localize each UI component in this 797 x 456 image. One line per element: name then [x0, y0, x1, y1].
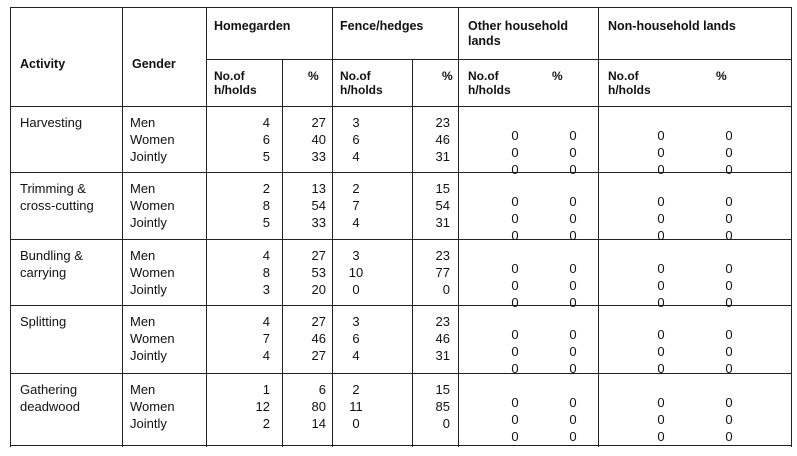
fence-count: 4	[352, 149, 360, 164]
group-header-rule	[206, 59, 792, 60]
non-household-pct: 0	[725, 194, 733, 209]
gender-label: Women	[130, 399, 175, 414]
homegarden-count: 1	[262, 382, 270, 397]
header-gender: Gender	[132, 57, 176, 71]
homegarden-count: 8	[262, 265, 270, 280]
non-household-count: 0	[657, 145, 665, 160]
activity-label-line2: deadwood	[20, 399, 80, 414]
other-household-count: 0	[511, 228, 519, 243]
non-household-pct: 0	[725, 211, 733, 226]
subheader-count: No.of	[608, 69, 639, 83]
homegarden-count: 4	[262, 348, 270, 363]
non-household-pct: 0	[725, 162, 733, 177]
subheader-count: No.of	[468, 69, 499, 83]
non-household-count: 0	[657, 412, 665, 427]
activity-label: Splitting	[20, 314, 67, 329]
non-household-pct: 0	[725, 295, 733, 310]
table-border-right	[791, 7, 792, 447]
other-household-count: 0	[511, 295, 519, 310]
fence-pct: 77	[435, 265, 450, 280]
gender-label: Men	[130, 248, 156, 263]
header-non-household-lands: Non-household lands	[608, 19, 736, 33]
subheader-count-line2: h/holds	[608, 83, 651, 97]
gender-label: Jointly	[130, 416, 167, 431]
fence-count: 0	[352, 416, 360, 431]
non-household-count: 0	[657, 128, 665, 143]
homegarden-count: 5	[262, 149, 270, 164]
homegarden-count: 4	[262, 248, 270, 263]
activity-label-line2: carrying	[20, 265, 67, 280]
gender-label: Women	[130, 265, 175, 280]
non-household-count: 0	[657, 194, 665, 209]
other-household-pct: 0	[569, 295, 577, 310]
other-household-count: 0	[511, 344, 519, 359]
subheader-count-line2: h/holds	[340, 83, 383, 97]
column-rule	[332, 7, 333, 447]
other-household-pct: 0	[569, 145, 577, 160]
fence-pct: 31	[435, 215, 450, 230]
fence-count: 7	[352, 198, 360, 213]
homegarden-pct: 6	[318, 382, 326, 397]
column-rule	[598, 7, 599, 447]
non-household-count: 0	[657, 295, 665, 310]
fence-count: 3	[352, 314, 360, 329]
fence-pct: 0	[442, 416, 450, 431]
non-household-count: 0	[657, 344, 665, 359]
homegarden-pct: 27	[311, 115, 326, 130]
non-household-pct: 0	[725, 228, 733, 243]
gender-label: Women	[130, 198, 175, 213]
subheader-pct: %	[442, 69, 453, 83]
pct-column-rule	[282, 59, 283, 447]
other-household-pct: 0	[569, 162, 577, 177]
column-rule	[122, 7, 123, 447]
gender-label: Men	[130, 115, 156, 130]
pct-column-rule	[412, 59, 413, 447]
other-household-pct: 0	[569, 278, 577, 293]
subheader-pct: %	[308, 69, 319, 83]
fence-count: 10	[348, 265, 364, 280]
gender-label: Jointly	[130, 348, 167, 363]
other-household-pct: 0	[569, 344, 577, 359]
other-household-count: 0	[511, 194, 519, 209]
header-fence-hedges: Fence/hedges	[340, 19, 424, 33]
homegarden-count: 4	[262, 115, 270, 130]
fence-count: 3	[352, 248, 360, 263]
homegarden-count: 4	[262, 314, 270, 329]
data-table	[10, 7, 792, 447]
activity-label: Gathering	[20, 382, 78, 397]
other-household-pct: 0	[569, 128, 577, 143]
other-household-count: 0	[511, 261, 519, 276]
gender-label: Jointly	[130, 149, 167, 164]
other-household-count: 0	[511, 145, 519, 160]
fence-pct: 15	[435, 181, 450, 196]
other-household-pct: 0	[569, 412, 577, 427]
header-activity: Activity	[20, 57, 66, 71]
fence-pct: 23	[435, 314, 450, 329]
homegarden-pct: 53	[311, 265, 326, 280]
gender-label: Jointly	[130, 215, 167, 230]
fence-count: 2	[352, 382, 360, 397]
fence-count: 11	[349, 399, 363, 414]
other-household-count: 0	[511, 128, 519, 143]
homegarden-count: 5	[262, 215, 270, 230]
other-household-count: 0	[511, 361, 519, 376]
header-other-household-lands: Other household	[468, 19, 568, 33]
activity-label: Trimming &	[20, 181, 86, 196]
homegarden-count: 2	[262, 416, 270, 431]
fence-pct: 23	[435, 115, 450, 130]
table-border-top	[10, 7, 792, 8]
subheader-pct: %	[716, 69, 727, 83]
gender-label: Women	[130, 331, 175, 346]
homegarden-pct: 46	[311, 331, 326, 346]
homegarden-pct: 13	[311, 181, 326, 196]
header-other-household-lands-line2: lands	[468, 34, 501, 48]
homegarden-pct: 27	[311, 248, 326, 263]
gender-label: Men	[130, 314, 156, 329]
homegarden-pct: 27	[311, 348, 326, 363]
non-household-pct: 0	[725, 327, 733, 342]
other-household-count: 0	[511, 211, 519, 226]
homegarden-pct: 14	[311, 416, 326, 431]
non-household-pct: 0	[725, 261, 733, 276]
fence-pct: 46	[435, 132, 450, 147]
gender-label: Men	[130, 181, 156, 196]
non-household-count: 0	[657, 162, 665, 177]
other-household-pct: 0	[569, 327, 577, 342]
fence-count: 2	[352, 181, 360, 196]
fence-pct: 23	[435, 248, 450, 263]
other-household-count: 0	[511, 429, 519, 444]
other-household-count: 0	[511, 395, 519, 410]
fence-pct: 54	[435, 198, 450, 213]
homegarden-count: 8	[262, 198, 270, 213]
other-household-pct: 0	[569, 395, 577, 410]
fence-pct: 46	[435, 331, 450, 346]
homegarden-pct: 27	[311, 314, 326, 329]
non-household-count: 0	[657, 361, 665, 376]
fence-count: 4	[352, 215, 360, 230]
non-household-count: 0	[657, 429, 665, 444]
gender-label: Jointly	[130, 282, 167, 297]
fence-pct: 15	[435, 382, 450, 397]
other-household-pct: 0	[569, 361, 577, 376]
other-household-count: 0	[511, 412, 519, 427]
other-household-count: 0	[511, 162, 519, 177]
non-household-pct: 0	[725, 361, 733, 376]
other-household-count: 0	[511, 327, 519, 342]
fence-count: 6	[352, 132, 360, 147]
non-household-count: 0	[657, 327, 665, 342]
column-rule	[206, 7, 207, 447]
other-household-count: 0	[511, 278, 519, 293]
other-household-pct: 0	[569, 261, 577, 276]
header-bottom-rule	[10, 106, 792, 107]
homegarden-pct: 40	[311, 132, 326, 147]
non-household-count: 0	[657, 228, 665, 243]
other-household-pct: 0	[569, 194, 577, 209]
homegarden-pct: 80	[311, 399, 326, 414]
homegarden-pct: 54	[311, 198, 326, 213]
fence-count: 4	[352, 348, 360, 363]
homegarden-pct: 33	[311, 149, 326, 164]
homegarden-count: 6	[262, 132, 270, 147]
header-homegarden: Homegarden	[214, 19, 291, 33]
non-household-pct: 0	[725, 395, 733, 410]
other-household-pct: 0	[569, 429, 577, 444]
subheader-count-line2: h/holds	[468, 83, 511, 97]
homegarden-pct: 33	[311, 215, 326, 230]
homegarden-pct: 20	[311, 282, 326, 297]
subheader-count: No.of	[340, 69, 371, 83]
column-rule	[458, 7, 459, 447]
fence-count: 0	[352, 282, 360, 297]
non-household-pct: 0	[725, 412, 733, 427]
activity-label: Harvesting	[20, 115, 83, 130]
non-household-count: 0	[657, 261, 665, 276]
fence-pct: 85	[435, 399, 450, 414]
non-household-count: 0	[657, 278, 665, 293]
non-household-count: 0	[657, 395, 665, 410]
fence-count: 3	[352, 115, 360, 130]
gender-label: Women	[130, 132, 175, 147]
subheader-count: No.of	[214, 69, 245, 83]
table-border-bottom	[10, 445, 792, 446]
other-household-pct: 0	[569, 228, 577, 243]
subheader-pct: %	[552, 69, 563, 83]
non-household-pct: 0	[725, 278, 733, 293]
non-household-pct: 0	[725, 145, 733, 160]
fence-count: 6	[352, 331, 360, 346]
gender-label: Men	[130, 382, 156, 397]
activity-label: Bundling &	[20, 248, 83, 263]
homegarden-count: 12	[255, 399, 270, 414]
fence-pct: 0	[442, 282, 450, 297]
homegarden-count: 7	[262, 331, 270, 346]
homegarden-count: 2	[262, 181, 270, 196]
table-border-left	[10, 7, 11, 447]
non-household-pct: 0	[725, 128, 733, 143]
non-household-pct: 0	[725, 344, 733, 359]
fence-pct: 31	[435, 348, 450, 363]
non-household-pct: 0	[725, 429, 733, 444]
non-household-count: 0	[657, 211, 665, 226]
subheader-count-line2: h/holds	[214, 83, 257, 97]
fence-pct: 31	[435, 149, 450, 164]
other-household-pct: 0	[569, 211, 577, 226]
activity-label-line2: cross-cutting	[20, 198, 94, 213]
homegarden-count: 3	[262, 282, 270, 297]
